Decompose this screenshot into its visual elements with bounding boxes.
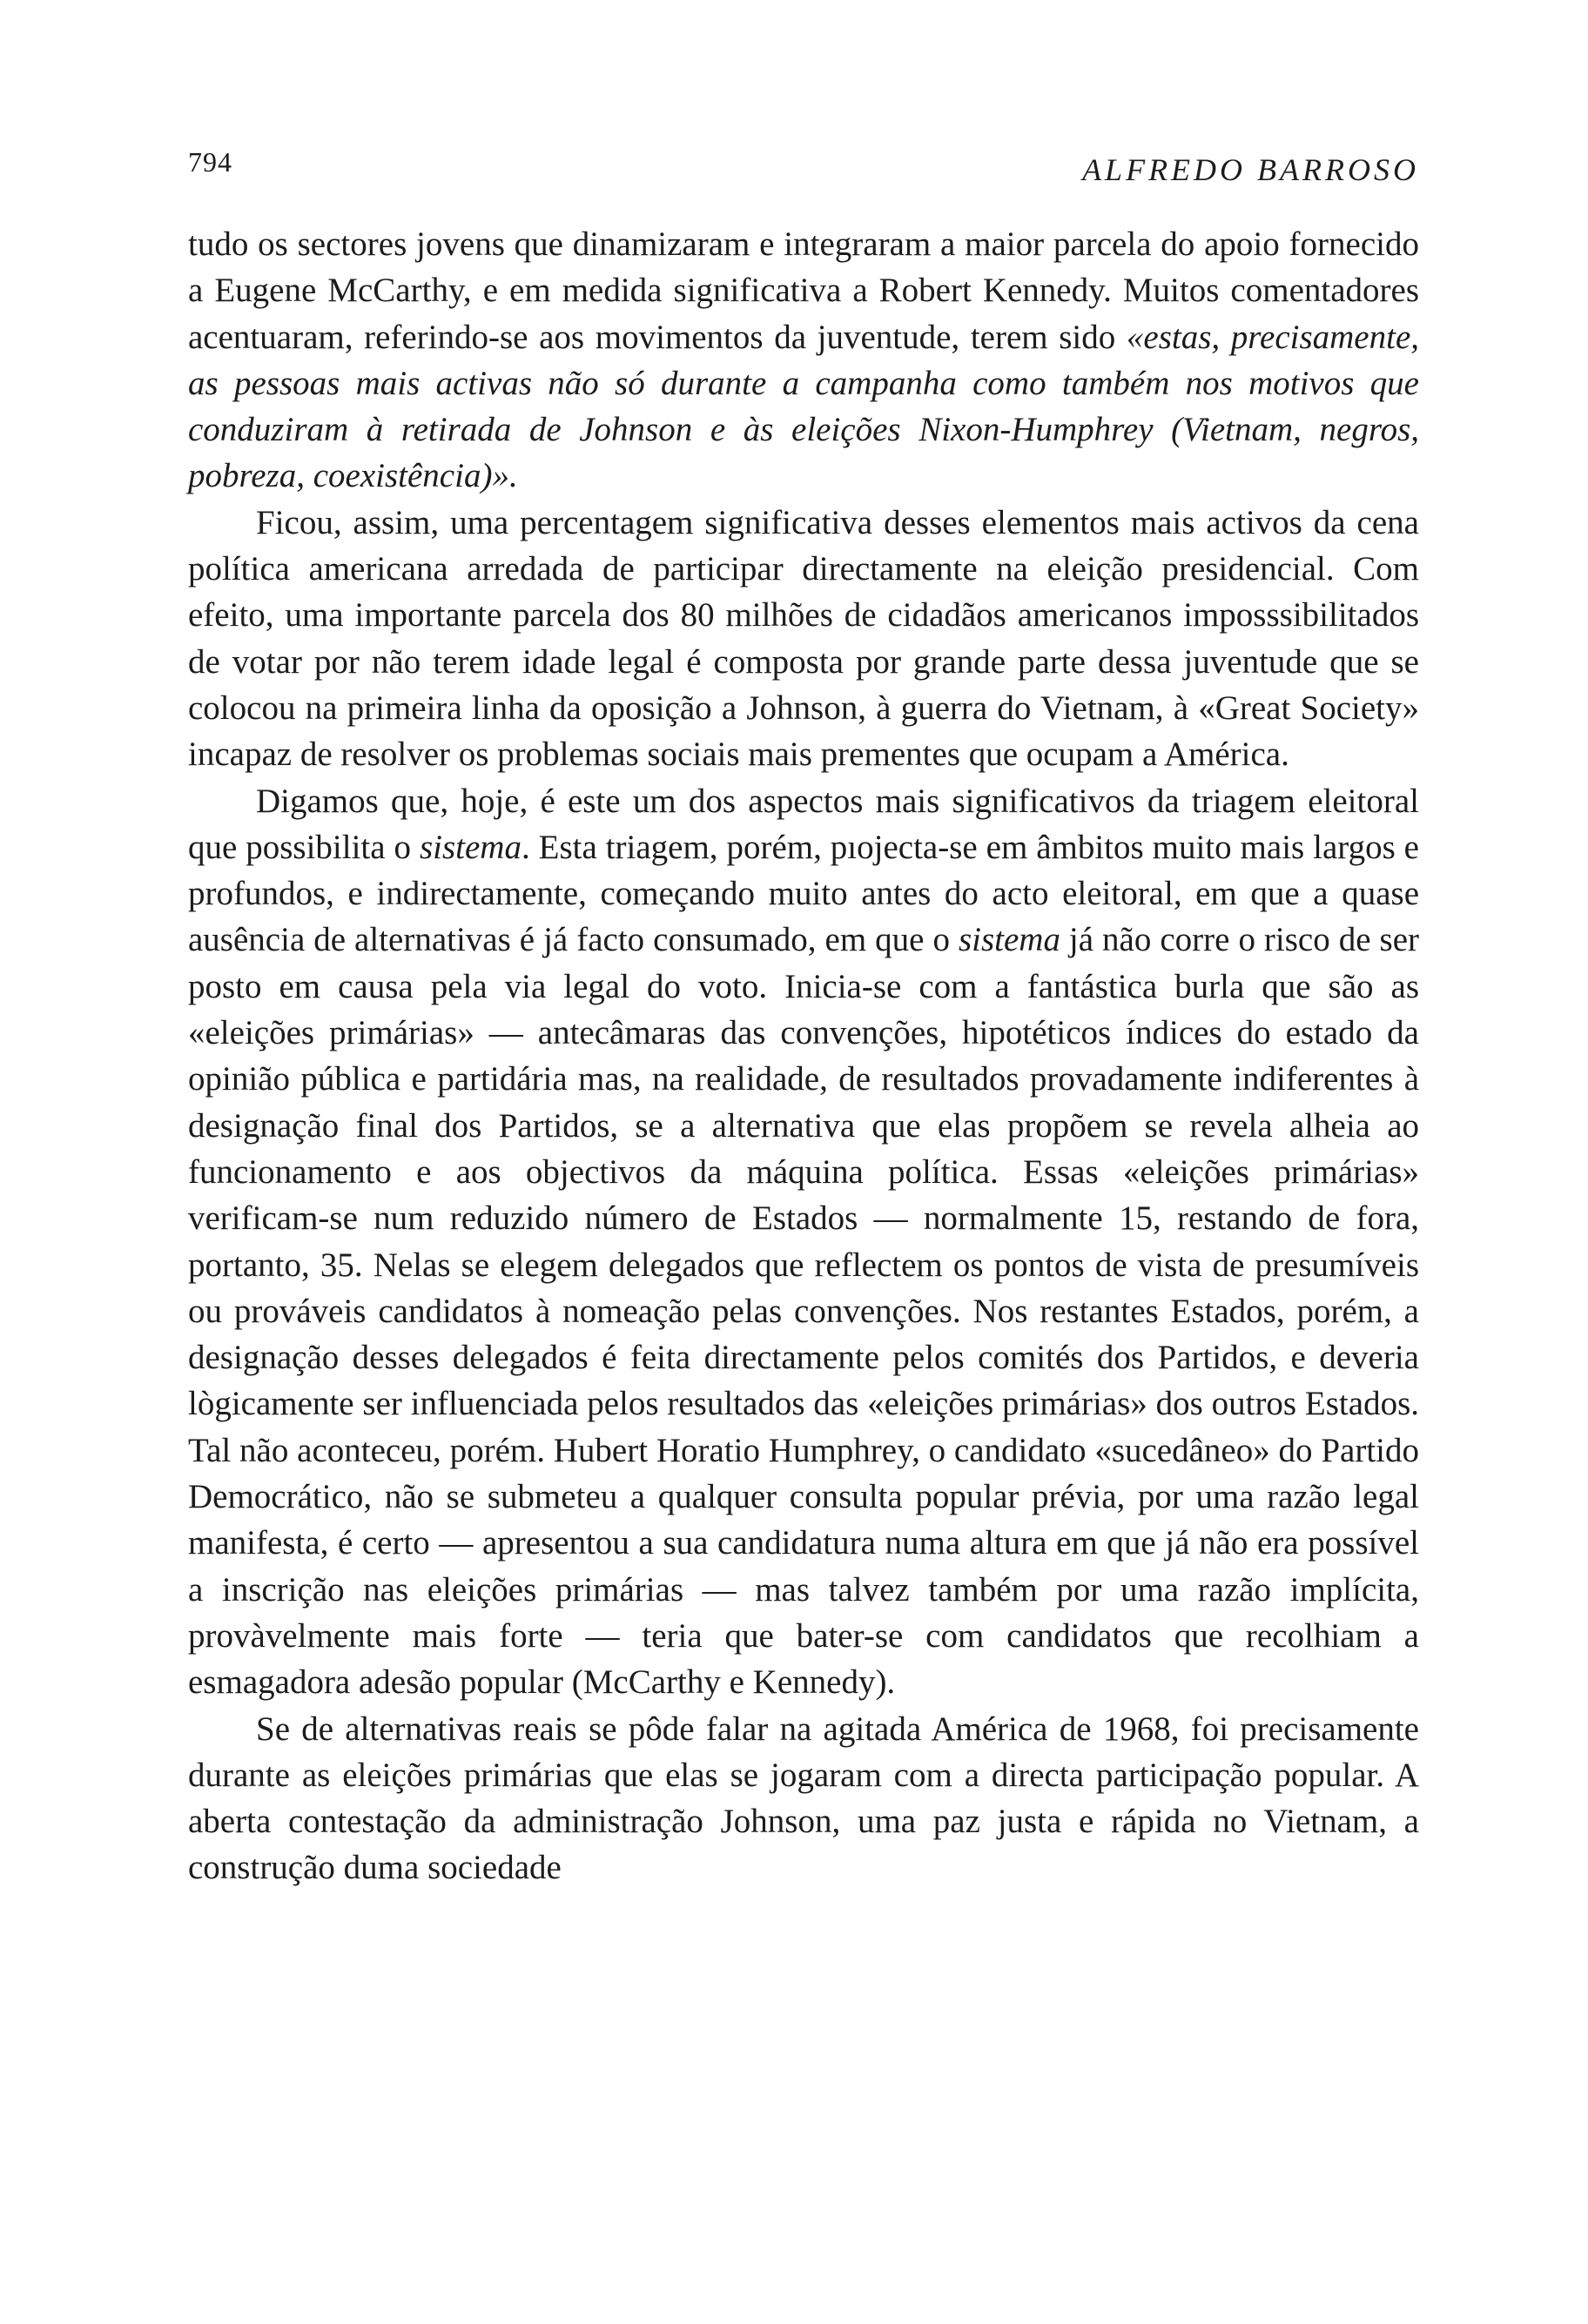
paragraph-1-quote: «estas, precisamente, as pessoas mais activas não só durante a campanha como também nos motivos que conduziram à retirada de Johnson e às eleições Nixon-Humphrey (Vietnam, negros, pobreza, coexistência)». — [188, 318, 1420, 495]
paragraph-3-emphasis-1: sistema — [419, 828, 521, 866]
paragraph-3-text-b: . Esta triagem, porém, pıojecta-se em âmbitos muito mais largos e profundos, e indirectamente, começando muito antes do acto eleitoral, em que a quase ausência de alternativas é já facto consumado, em que o — [188, 828, 1419, 959]
paragraph-3 — [188, 778, 1419, 1706]
paragraph-1 — [188, 221, 1419, 500]
running-title: ALFREDO BARROSO — [1082, 152, 1419, 187]
paragraph-2: Ficou, assim, uma percentagem significativa desses elementos mais activos da cena política americana arredada de participar directamente na eleição presidencial. Com efeito, uma importante parcela dos 80 milhões de cidadãos americanos imposssibilitados de votar por não terem idade legal é composta por grande parte dessa juventude que se colocou na primeira linha da oposição a Johnson, à guerra do Vietnam, à «Great Society» incapaz de resolver os problemas sociais mais prementes que ocupam a América. — [188, 503, 1419, 774]
paragraph-1-text: tudo os sectores jovens que dinamizaram e integraram a maior parcela do apoio fornecido a Eugene McCarthy, e em medida significativa a Robert Kennedy. Muitos comentadores acentuaram, referindo-se aos movimentos da juventude, terem sido — [188, 225, 1419, 356]
paragraph-3-emphasis-2: sistema — [958, 921, 1060, 959]
paragraph-3-text-c: já não corre o risco de ser posto em causa pela via legal do voto. Inicia-se com a fantástica burla que são as «eleições primárias» — antecâmaras das convenções, hipotéticos índices do estado da opinião pública e partidária mas, na realidade, de resultados provadamente indiferentes à designação final dos Partidos, se a alternativa que elas propõem se revela alheia ao funcionamento e aos objectivos da máquina política. Essas «eleições primárias» verificam-se num reduzido número de Estados — normalmente 15, restando de fora, portanto, 35. Nelas se elegem delegados que reflectem os pontos de vista de presumíveis ou prováveis candidatos à nomeação pelas convenções. Nos restantes Estados, porém, a designação desses delegados é feita directamente pelos comités dos Partidos, e deveria lògicamente ser influenciada pelos resultados das «eleições primárias» dos outros Estados. Tal não aconteceu, porém. Hubert Horatio Humphrey, o candidato «sucedâneo» do Partido Democrático, não se submeteu a qualquer consulta popular prévia, por uma razão legal manifesta, é certo — apresentou a sua candidatura numa altura em que já não era possível a inscrição nas eleições primárias — mas talvez também por uma razão implícita, provàvelmente mais forte — teria que bater-se com candidatos que recolhiam a esmagadora adesão popular (McCarthy e Kennedy). — [188, 921, 1419, 1702]
paragraph-4: Se de alternativas reais se pôde falar na agitada América de 1968, foi precisamente durante as eleições primárias que elas se jogaram com a directa participação popular. A aberta contestação da administração Johnson, uma paz justa e rápida no Vietnam, a construção duma sociedade — [188, 1709, 1419, 1887]
page-number: 794 — [188, 146, 232, 178]
paragraph-3-text-a: Digamos que, hoje, é este um dos aspectos mais significativos da triagem eleitoral que possibilita o — [188, 782, 1419, 866]
running-head — [188, 146, 1419, 198]
body-text — [188, 221, 1419, 1891]
